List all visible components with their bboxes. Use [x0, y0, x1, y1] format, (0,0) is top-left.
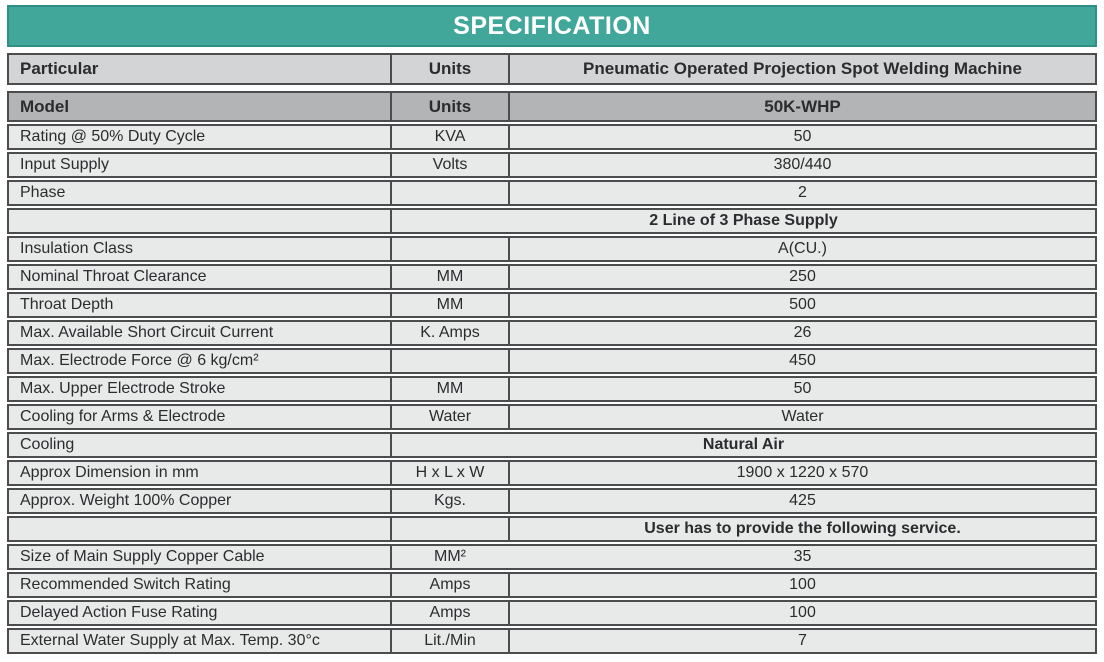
value-cell: 26 — [508, 322, 1095, 344]
spec-row — [7, 600, 1097, 626]
model-label-cell: Model — [20, 96, 70, 116]
units-cell — [390, 182, 508, 204]
particular-cell: Delayed Action Fuse Rating — [20, 604, 218, 621]
value-cell: 100 — [508, 574, 1095, 596]
units-cell: Amps — [390, 602, 508, 624]
spec-row — [7, 152, 1097, 178]
spec-row — [7, 460, 1097, 486]
particular-cell: Recommended Switch Rating — [20, 576, 231, 593]
spec-row — [7, 124, 1097, 150]
value-cell: 100 — [508, 602, 1095, 624]
table-header-row — [7, 53, 1097, 85]
particular-cell: Insulation Class — [20, 240, 133, 257]
value-cell: 7 — [508, 630, 1095, 652]
particular-cell: Max. Available Short Circuit Current — [20, 324, 274, 341]
spec-row — [7, 236, 1097, 262]
units-cell: MM — [390, 294, 508, 316]
units-cell: H x L x W — [390, 462, 508, 484]
value-cell: 250 — [508, 266, 1095, 288]
particular-cell: Input Supply — [20, 156, 109, 173]
units-cell — [390, 350, 508, 372]
units-cell: Lit./Min — [390, 630, 508, 652]
value-cell: 50 — [508, 378, 1095, 400]
value-cell-spanned: Natural Air — [390, 434, 1095, 456]
units-cell: KVA — [390, 126, 508, 148]
value-cell: User has to provide the following service. — [508, 518, 1095, 540]
value-cell-spanned: 2 Line of 3 Phase Supply — [390, 210, 1095, 232]
value-cell: 1900 x 1220 x 570 — [508, 462, 1095, 484]
page-title: SPECIFICATION — [453, 11, 651, 40]
value-cell: 450 — [508, 350, 1095, 372]
particular-cell: Size of Main Supply Copper Cable — [20, 548, 265, 565]
value-cell: 380/440 — [508, 154, 1095, 176]
particular-cell: Approx Dimension in mm — [20, 464, 199, 481]
value-cell: 500 — [508, 294, 1095, 316]
machine-name-header-cell: Pneumatic Operated Projection Spot Welding Machine — [508, 55, 1095, 83]
particular-cell: Max. Electrode Force @ 6 kg/cm² — [20, 352, 259, 369]
value-cell: 2 — [508, 182, 1095, 204]
spec-row — [7, 208, 1097, 234]
units-header-cell: Units — [390, 55, 508, 83]
units-cell: MM — [390, 378, 508, 400]
spec-row — [7, 320, 1097, 346]
particular-cell: Throat Depth — [20, 296, 114, 313]
value-cell: Water — [508, 406, 1095, 428]
value-cell: 50 — [508, 126, 1095, 148]
units-cell: Amps — [390, 574, 508, 596]
units-cell: MM² — [390, 546, 508, 568]
particular-cell: Cooling — [20, 436, 75, 453]
particular-header-cell: Particular — [20, 59, 99, 78]
spec-row — [7, 404, 1097, 430]
particular-cell: Max. Upper Electrode Stroke — [20, 380, 226, 397]
spec-row — [7, 376, 1097, 402]
spec-row — [7, 348, 1097, 374]
model-row — [7, 91, 1097, 122]
particular-cell: External Water Supply at Max. Temp. 30°c — [20, 632, 320, 649]
units-cell — [390, 238, 508, 260]
spec-row — [7, 292, 1097, 318]
value-cell: 425 — [508, 490, 1095, 512]
units-cell: Water — [390, 406, 508, 428]
spec-row — [7, 180, 1097, 206]
particular-cell: Approx. Weight 100% Copper — [20, 492, 232, 509]
model-value-cell: 50K-WHP — [508, 93, 1095, 120]
value-cell: A(CU.) — [508, 238, 1095, 260]
spec-row — [7, 264, 1097, 290]
particular-cell: Nominal Throat Clearance — [20, 268, 207, 285]
spec-row — [7, 488, 1097, 514]
model-units-cell: Units — [390, 93, 508, 120]
spec-row — [7, 516, 1097, 542]
specification-banner — [7, 5, 1097, 47]
units-cell: Volts — [390, 154, 508, 176]
units-cell — [390, 518, 508, 540]
particular-cell: Rating @ 50% Duty Cycle — [20, 128, 206, 145]
particular-cell: Phase — [20, 184, 66, 201]
particular-cell: Cooling for Arms & Electrode — [20, 408, 226, 425]
value-cell: 35 — [793, 548, 812, 565]
units-cell: MM — [390, 266, 508, 288]
units-cell: Kgs. — [390, 490, 508, 512]
spec-row — [7, 628, 1097, 654]
spec-row — [7, 432, 1097, 458]
spec-row — [7, 544, 1097, 570]
particular-cell — [9, 210, 390, 232]
spec-row — [7, 572, 1097, 598]
particular-cell — [9, 518, 390, 540]
spec-table-rows — [7, 124, 1097, 654]
units-cell: K. Amps — [390, 322, 508, 344]
